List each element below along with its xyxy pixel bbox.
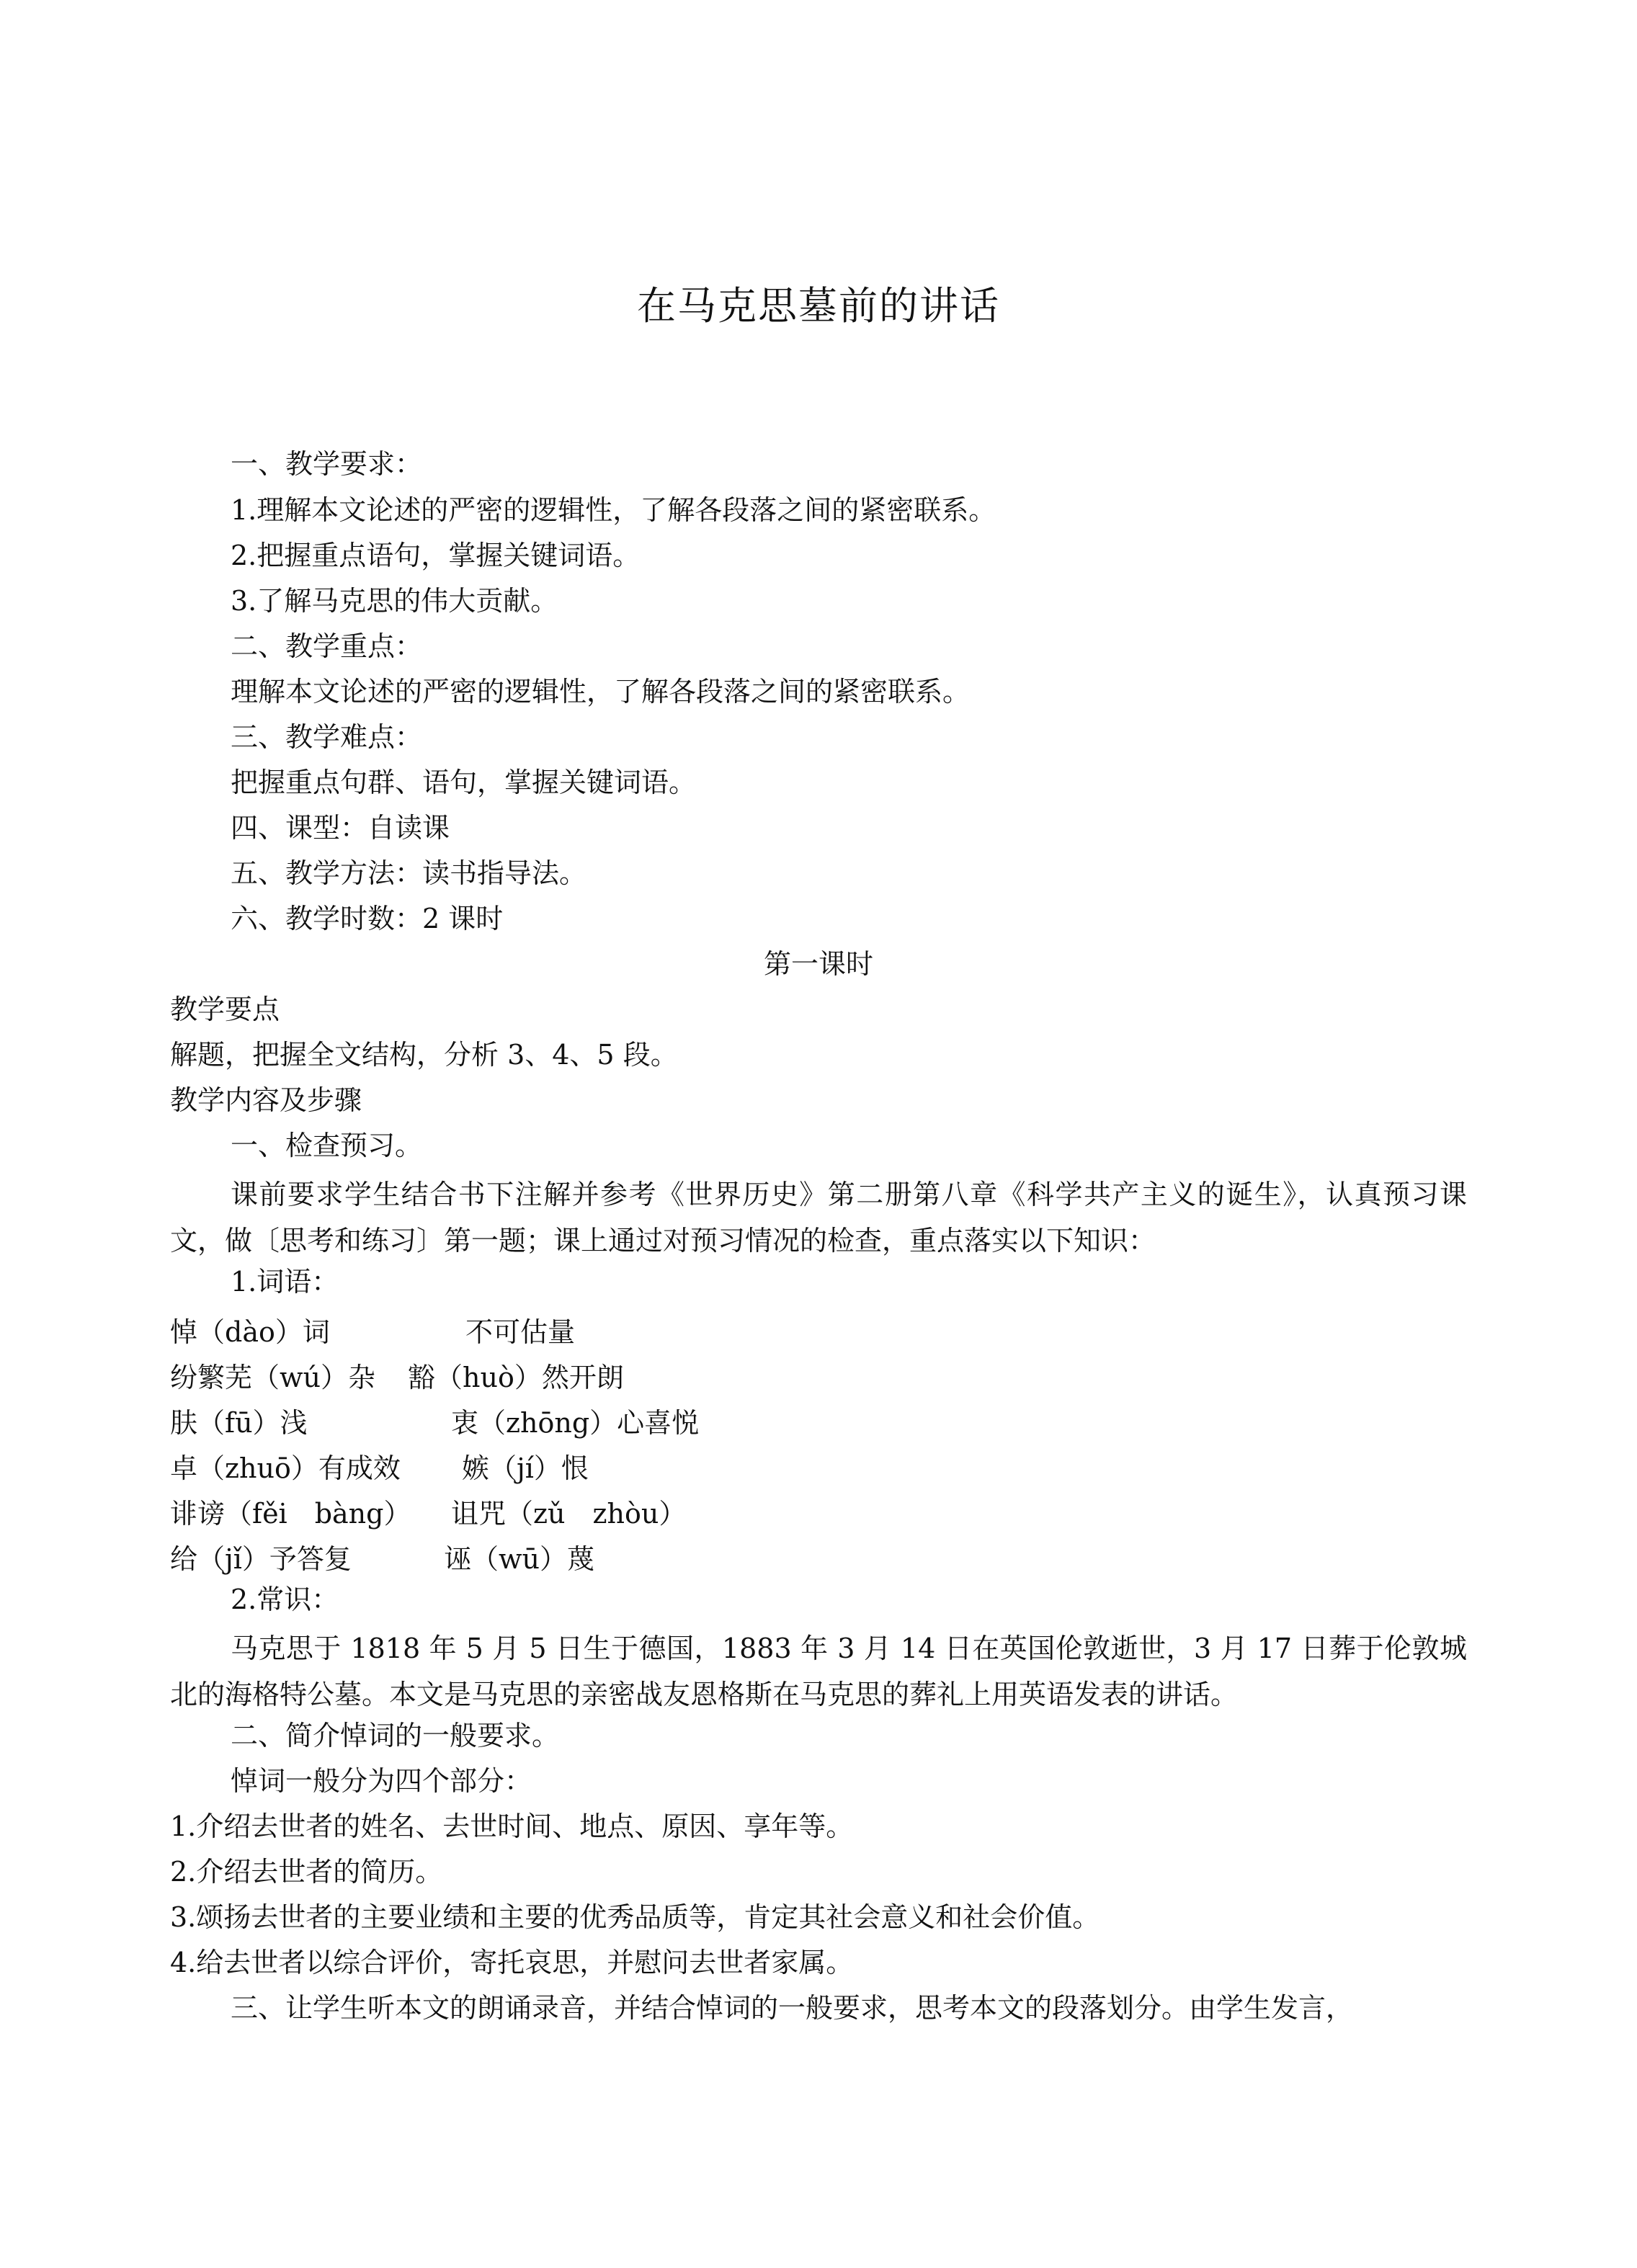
step-heading: 一、检查预习。 bbox=[231, 1130, 423, 1161]
section-heading-requirements: 一、教学要求： bbox=[231, 448, 423, 480]
lesson-type: 四、课型：自读课 bbox=[231, 812, 450, 844]
teaching-method: 五、教学方法：读书指导法。 bbox=[231, 857, 587, 889]
requirement-item: 3.了解马克思的伟大贡献。 bbox=[231, 585, 558, 617]
requirement-item: 2.把握重点语句，掌握关键词语。 bbox=[231, 540, 641, 571]
step-heading: 二、简介悼词的一般要求。 bbox=[231, 1720, 560, 1751]
teaching-points-label: 教学要点 bbox=[170, 994, 280, 1025]
vocab-row bbox=[170, 1491, 686, 1531]
requirement-item: 1.理解本文论述的严密的逻辑性，了解各段落之间的紧密联系。 bbox=[231, 494, 996, 526]
vocab-word: 诅咒（zǔ zhòu） bbox=[451, 1498, 687, 1530]
section-heading-key-points: 二、教学重点： bbox=[231, 630, 423, 662]
vocab-word: 卓（zhuō）有成效 bbox=[170, 1452, 401, 1484]
teaching-hours: 六、教学时数：2 课时 bbox=[231, 903, 504, 934]
vocab-word: 给（jǐ）予答复 bbox=[170, 1543, 352, 1575]
step-heading: 三、让学生听本文的朗诵录音，并结合悼词的一般要求，思考本文的段落划分。由学生发言， bbox=[231, 1992, 1354, 2024]
eulogy-intro: 悼词一般分为四个部分： bbox=[231, 1765, 532, 1797]
lesson-heading: 第一课时 bbox=[763, 948, 873, 980]
eulogy-item: 2.介绍去世者的简历。 bbox=[170, 1856, 443, 1888]
section-heading-difficulties: 三、教学难点： bbox=[231, 721, 423, 753]
vocab-word: 诽谤（fěi bàng） bbox=[170, 1498, 411, 1530]
eulogy-item: 3.颂扬去世者的主要业绩和主要的优秀品质等，肯定其社会意义和社会价值。 bbox=[170, 1901, 1100, 1933]
page-title: 在马克思墓前的讲话 bbox=[637, 283, 1000, 329]
vocab-word: 纷繁芜（wú）杂 bbox=[170, 1362, 376, 1393]
vocab-row bbox=[170, 1355, 624, 1395]
vocab-row bbox=[170, 1446, 589, 1486]
steps-label: 教学内容及步骤 bbox=[170, 1084, 362, 1116]
eulogy-item: 1.介绍去世者的姓名、去世时间、地点、原因、享年等。 bbox=[170, 1811, 854, 1842]
vocab-row bbox=[170, 1401, 699, 1440]
eulogy-item: 4.给去世者以综合评价，寄托哀思，并慰问去世者家属。 bbox=[170, 1947, 854, 1978]
vocab-row bbox=[170, 1537, 594, 1576]
vocab-word: 嫉（jí）恨 bbox=[462, 1452, 589, 1484]
vocab-word: 衷（zhōng）心喜悦 bbox=[451, 1407, 700, 1439]
knowledge-paragraph: 马克思于 1818 年 5 月 5 日生于德国，1883 年 3 月 14 日在英国伦敦逝世，3 月 17 日葬于伦敦城北的海格特公墓。本文是马克思的亲密战友恩格斯在马克思的葬礼上用英语发表的讲话。 bbox=[170, 1633, 1467, 1710]
vocab-label: 1.词语： bbox=[231, 1266, 339, 1298]
preview-paragraph: 课前要求学生结合书下注解并参考《世界历史》第二册第八章《科学共产主义的诞生》，认真预习课文，做〔思考和练习〕第一题；课上通过对预习情况的检查，重点落实以下知识： bbox=[170, 1179, 1467, 1256]
vocab-word: 肤（fū）浅 bbox=[170, 1407, 308, 1439]
teaching-points-text: 解题，把握全文结构，分析 3、4、5 段。 bbox=[170, 1039, 678, 1071]
key-points-text: 理解本文论述的严密的逻辑性，了解各段落之间的紧密联系。 bbox=[231, 676, 971, 707]
vocab-word: 不可估量 bbox=[465, 1316, 576, 1348]
vocab-word: 豁（huò）然开朗 bbox=[408, 1362, 624, 1393]
vocab-word: 悼（dào）词 bbox=[170, 1316, 330, 1348]
knowledge-label: 2.常识： bbox=[231, 1584, 339, 1615]
difficulties-text: 把握重点句群、语句，掌握关键词语。 bbox=[231, 767, 697, 798]
vocab-word: 诬（wū）蔑 bbox=[444, 1543, 595, 1575]
vocab-row bbox=[170, 1310, 575, 1349]
